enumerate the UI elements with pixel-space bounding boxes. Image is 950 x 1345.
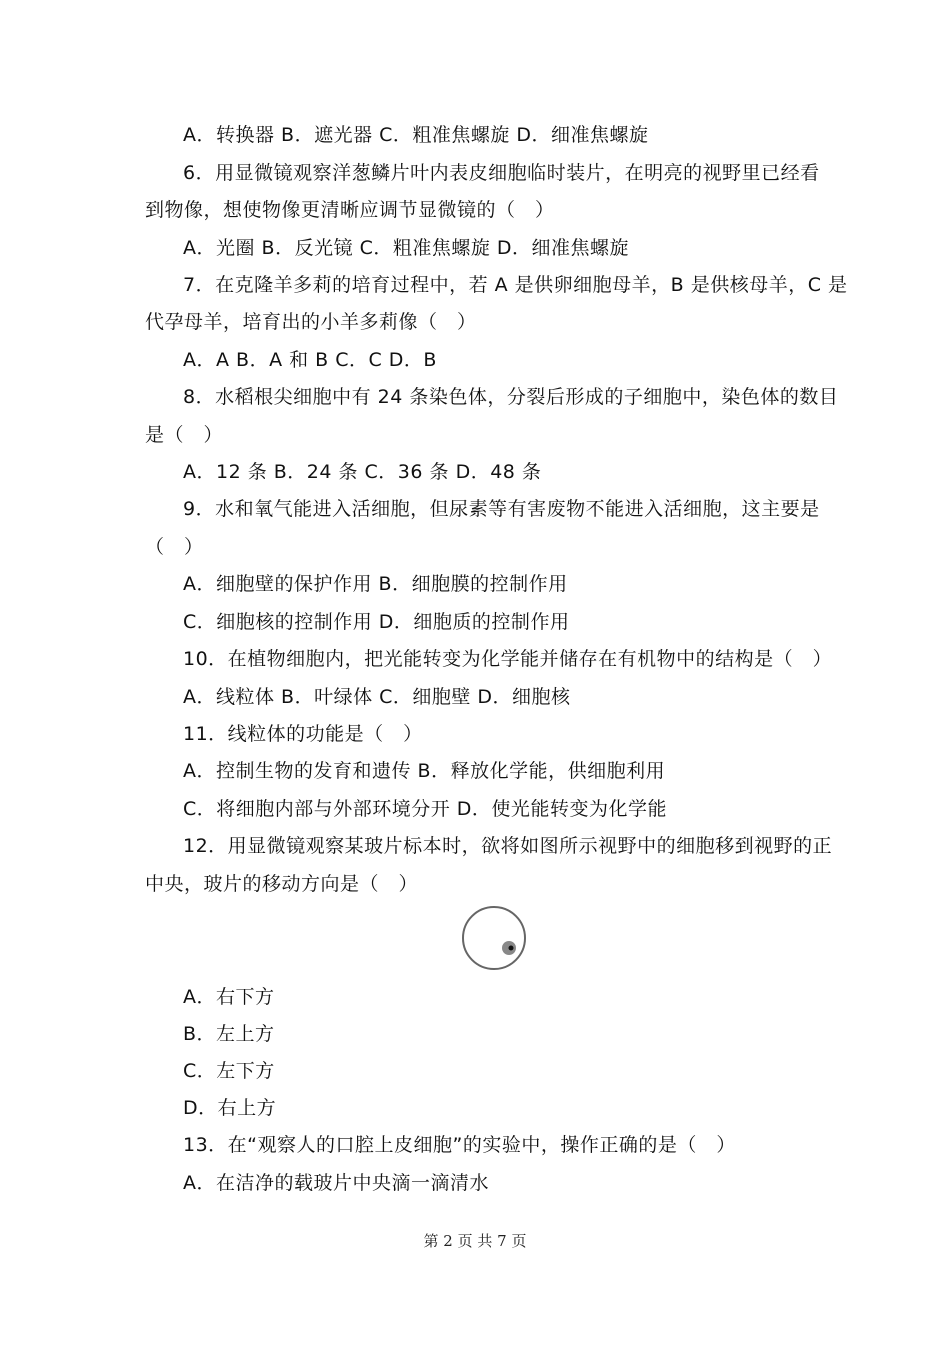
q7-stem-line1: 7．在克隆羊多莉的培育过程中，若 A 是供卵细胞母羊，B 是供核母羊，C 是 [183, 274, 848, 296]
q12-option-d: D．右上方 [183, 1097, 277, 1119]
cell-nucleus [509, 946, 514, 951]
q12-option-b: B．左上方 [183, 1023, 275, 1045]
q11-stem: 11．线粒体的功能是（ ） [183, 723, 423, 745]
q6-options: A．光圈 B．反光镜 C．粗准焦螺旋 D．细准焦螺旋 [183, 237, 630, 259]
q13-option-a: A．在洁净的载玻片中央滴一滴清水 [183, 1172, 489, 1194]
q9-options-ab: A．细胞壁的保护作用 B．细胞膜的控制作用 [183, 573, 568, 595]
q12-stem-line2: 中央，玻片的移动方向是（ ） [145, 873, 419, 895]
q12-stem-line1: 12．用显微镜观察某玻片标本时，欲将如图所示视野中的细胞移到视野的正 [183, 835, 833, 857]
q9-stem-line1: 9．水和氧气能进入活细胞，但尿素等有害废物不能进入活细胞，这主要是 [183, 498, 820, 520]
field-of-view-circle [463, 907, 525, 969]
page-footer: 第 2 页 共 7 页 [423, 1232, 527, 1250]
q6-stem-line1: 6．用显微镜观察洋葱鳞片叶内表皮细胞临时装片，在明亮的视野里已经看 [183, 162, 820, 184]
q12-option-c: C．左下方 [183, 1060, 275, 1082]
q10-options: A．线粒体 B．叶绿体 C．细胞壁 D．细胞核 [183, 686, 571, 708]
q8-stem-line2: 是（ ） [145, 424, 224, 446]
q13-stem: 13．在“观察人的口腔上皮细胞”的实验中，操作正确的是（ ） [183, 1134, 736, 1156]
q7-options: A．A B．A 和 B C．C D．B [183, 349, 437, 371]
q8-stem-line1: 8．水稻根尖细胞中有 24 条染色体，分裂后形成的子细胞中，染色体的数目 [183, 386, 839, 408]
q10-stem: 10．在植物细胞内，把光能转变为化学能并储存在有机物中的结构是（ ） [183, 648, 833, 670]
q12-option-a: A．右下方 [183, 986, 275, 1008]
q6-stem-line2: 到物像，想使物像更清晰应调节显微镜的（ ） [145, 199, 555, 221]
q9-options-cd: C．细胞核的控制作用 D．细胞质的控制作用 [183, 611, 570, 633]
q5-options: A．转换器 B．遮光器 C．粗准焦螺旋 D．细准焦螺旋 [183, 124, 649, 146]
microscope-field-figure [460, 904, 528, 972]
q11-options-ab: A．控制生物的发育和遗传 B．释放化学能，供细胞利用 [183, 760, 666, 782]
q11-options-cd: C．将细胞内部与外部环境分开 D．使光能转变为化学能 [183, 798, 667, 820]
q9-stem-line2: （ ） [145, 536, 204, 558]
q7-stem-line2: 代孕母羊，培育出的小羊多莉像（ ） [145, 311, 477, 333]
q8-options: A．12 条 B．24 条 C．36 条 D．48 条 [183, 461, 542, 483]
